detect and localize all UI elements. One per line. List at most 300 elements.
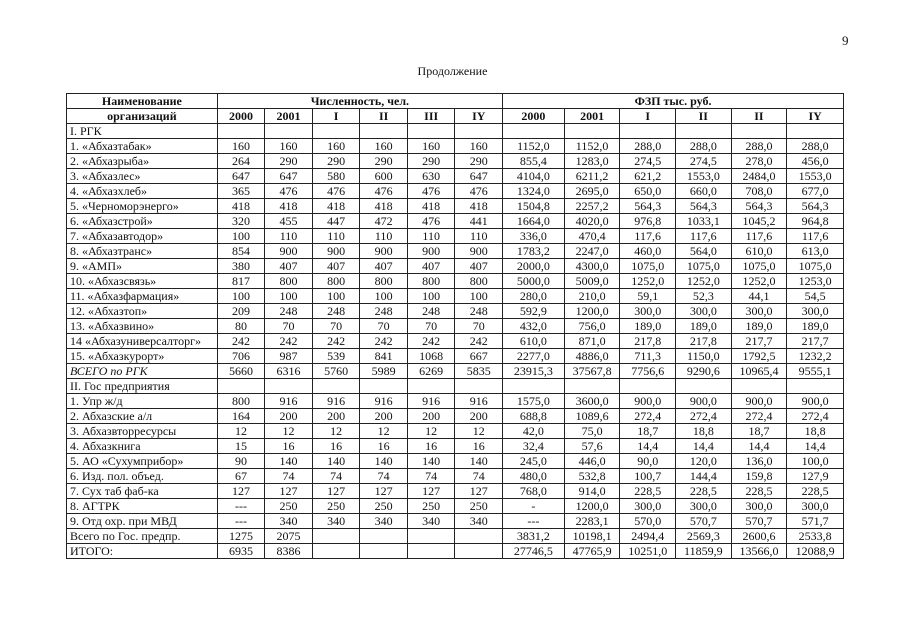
value-cell: 140 <box>360 454 408 469</box>
section-header-row <box>67 379 844 394</box>
value-cell: 976,8 <box>620 214 676 229</box>
value-cell: 245,0 <box>503 454 565 469</box>
value-cell: 13566,0 <box>731 544 787 559</box>
page-number: 9 <box>842 33 849 48</box>
org-name-cell: 2. Абхазские а/л <box>67 409 218 424</box>
org-name-cell: 4. Абхазкнига <box>67 439 218 454</box>
value-cell: 647 <box>217 169 265 184</box>
value-cell: 1152,0 <box>564 139 620 154</box>
value-cell: 1283,0 <box>564 154 620 169</box>
value-cell: 300,0 <box>620 499 676 514</box>
empty-cell <box>564 124 620 139</box>
value-cell: 1252,0 <box>731 274 787 289</box>
value-cell: 42,0 <box>503 424 565 439</box>
column-header: 2001 <box>564 109 620 124</box>
value-cell: 2257,2 <box>564 199 620 214</box>
value-cell: 6211,2 <box>564 169 620 184</box>
value-cell: 1075,0 <box>731 259 787 274</box>
value-cell: 12 <box>360 424 408 439</box>
value-cell: 916 <box>407 394 455 409</box>
value-cell: 900 <box>407 244 455 259</box>
value-cell: 800 <box>360 274 408 289</box>
value-cell: 650,0 <box>620 184 676 199</box>
value-cell: 100 <box>312 289 360 304</box>
value-cell: 5000,0 <box>503 274 565 289</box>
section-total-row <box>67 364 844 379</box>
value-cell: 964,8 <box>787 214 844 229</box>
value-cell: 841 <box>360 349 408 364</box>
table-row <box>67 514 844 529</box>
value-cell: 117,6 <box>731 229 787 244</box>
value-cell: 1033,1 <box>676 214 732 229</box>
value-cell: 14,4 <box>620 439 676 454</box>
value-cell: 242 <box>360 334 408 349</box>
value-cell: 340 <box>312 514 360 529</box>
value-cell: 200 <box>407 409 455 424</box>
table-row <box>67 334 844 349</box>
value-cell: 228,5 <box>787 484 844 499</box>
org-name-cell: 12. «Абхазтоп» <box>67 304 218 319</box>
value-cell: 380 <box>217 259 265 274</box>
value-cell: 70 <box>265 319 313 334</box>
value-cell: 209 <box>217 304 265 319</box>
value-cell: 74 <box>455 469 503 484</box>
value-cell: 228,5 <box>620 484 676 499</box>
org-name-cell: 13. «Абхазвино» <box>67 319 218 334</box>
value-cell: 200 <box>265 409 313 424</box>
table-row <box>67 229 844 244</box>
value-cell: 189,0 <box>787 319 844 334</box>
value-cell: 1075,0 <box>676 259 732 274</box>
value-cell: --- <box>217 514 265 529</box>
value-cell: 290 <box>407 154 455 169</box>
value-cell: 418 <box>407 199 455 214</box>
value-cell: 3600,0 <box>564 394 620 409</box>
value-cell: 418 <box>217 199 265 214</box>
value-cell: 189,0 <box>620 319 676 334</box>
value-cell: 320 <box>217 214 265 229</box>
value-cell: 2277,0 <box>503 349 565 364</box>
value-cell: 120,0 <box>676 454 732 469</box>
value-cell: 57,6 <box>564 439 620 454</box>
value-cell: 476 <box>312 184 360 199</box>
value-cell: 16 <box>455 439 503 454</box>
value-cell: 5660 <box>217 364 265 379</box>
column-header: III <box>407 109 455 124</box>
value-cell: 570,0 <box>620 514 676 529</box>
empty-cell <box>503 379 565 394</box>
value-cell: 900 <box>360 244 408 259</box>
value-cell: 160 <box>265 139 313 154</box>
value-cell: 1253,0 <box>787 274 844 289</box>
value-cell: 23915,3 <box>503 364 565 379</box>
value-cell: 1664,0 <box>503 214 565 229</box>
org-name-header-line2: организаций <box>67 109 218 124</box>
value-cell: 300,0 <box>676 304 732 319</box>
value-cell <box>360 529 408 544</box>
value-cell: 480,0 <box>503 469 565 484</box>
value-cell: 1068 <box>407 349 455 364</box>
table-row <box>67 469 844 484</box>
org-name-header: Наименование <box>67 94 218 109</box>
value-cell: 18,7 <box>731 424 787 439</box>
value-cell: 110 <box>360 229 408 244</box>
empty-cell <box>265 379 313 394</box>
value-cell: 1200,0 <box>564 304 620 319</box>
value-cell: 1252,0 <box>676 274 732 289</box>
value-cell: 10198,1 <box>564 529 620 544</box>
value-cell: 9290,6 <box>676 364 732 379</box>
value-cell: 250 <box>265 499 313 514</box>
value-cell: 44,1 <box>731 289 787 304</box>
value-cell: 2075 <box>265 529 313 544</box>
value-cell: 407 <box>360 259 408 274</box>
table-row <box>67 154 844 169</box>
org-name-cell: 1. Упр ж/д <box>67 394 218 409</box>
value-cell: 54,5 <box>787 289 844 304</box>
value-cell: 647 <box>265 169 313 184</box>
value-cell: 90 <box>217 454 265 469</box>
value-cell: 8386 <box>265 544 313 559</box>
value-cell: 47765,9 <box>564 544 620 559</box>
fzp-group-header: ФЗП тыс. руб. <box>503 94 844 109</box>
empty-cell <box>360 379 408 394</box>
value-cell: 365 <box>217 184 265 199</box>
value-cell: 407 <box>265 259 313 274</box>
value-cell: 74 <box>360 469 408 484</box>
value-cell: 12088,9 <box>787 544 844 559</box>
value-cell: 855,4 <box>503 154 565 169</box>
value-cell: 532,8 <box>564 469 620 484</box>
value-cell: 127 <box>217 484 265 499</box>
value-cell: 12 <box>217 424 265 439</box>
empty-cell <box>564 379 620 394</box>
value-cell: 278,0 <box>731 154 787 169</box>
value-cell: 900,0 <box>676 394 732 409</box>
value-cell: 67 <box>217 469 265 484</box>
value-cell <box>455 544 503 559</box>
value-cell: 800 <box>455 274 503 289</box>
value-cell: 12 <box>455 424 503 439</box>
value-cell: 470,4 <box>564 229 620 244</box>
empty-cell <box>455 379 503 394</box>
value-cell: 18,8 <box>787 424 844 439</box>
value-cell: 580 <box>312 169 360 184</box>
value-cell: 18,7 <box>620 424 676 439</box>
org-name-cell: ВСЕГО по РГК <box>67 364 218 379</box>
value-cell: 274,5 <box>620 154 676 169</box>
value-cell: 914,0 <box>564 484 620 499</box>
value-cell: 15 <box>217 439 265 454</box>
value-cell: 476 <box>407 184 455 199</box>
empty-cell <box>731 379 787 394</box>
table-row <box>67 484 844 499</box>
org-name-cell: 3. Абхазвторресурсы <box>67 424 218 439</box>
value-cell: 418 <box>455 199 503 214</box>
value-cell: 70 <box>455 319 503 334</box>
value-cell: 900,0 <box>787 394 844 409</box>
value-cell: 37567,8 <box>564 364 620 379</box>
value-cell: 272,4 <box>731 409 787 424</box>
value-cell: 1045,2 <box>731 214 787 229</box>
column-header: IY <box>787 109 844 124</box>
value-cell: 32,4 <box>503 439 565 454</box>
value-cell: 242 <box>217 334 265 349</box>
table-row <box>67 349 844 364</box>
value-cell: 667 <box>455 349 503 364</box>
empty-cell <box>407 124 455 139</box>
value-cell: 1252,0 <box>620 274 676 289</box>
value-cell: 16 <box>407 439 455 454</box>
value-cell: 16 <box>265 439 313 454</box>
empty-cell <box>312 124 360 139</box>
empty-cell <box>503 124 565 139</box>
section-header-row <box>67 124 844 139</box>
value-cell: 136,0 <box>731 454 787 469</box>
value-cell <box>360 544 408 559</box>
value-cell: 2494,4 <box>620 529 676 544</box>
value-cell: 340 <box>360 514 408 529</box>
value-cell: 210,0 <box>564 289 620 304</box>
value-cell: 610,0 <box>731 244 787 259</box>
value-cell: 242 <box>265 334 313 349</box>
value-cell: 200 <box>360 409 408 424</box>
value-cell: 10965,4 <box>731 364 787 379</box>
value-cell: 2695,0 <box>564 184 620 199</box>
value-cell: 110 <box>312 229 360 244</box>
value-cell: --- <box>503 514 565 529</box>
empty-cell <box>455 124 503 139</box>
value-cell: 2000,0 <box>503 259 565 274</box>
value-cell: 217,7 <box>787 334 844 349</box>
value-cell: 140 <box>265 454 313 469</box>
value-cell: 250 <box>312 499 360 514</box>
value-cell: 2569,3 <box>676 529 732 544</box>
value-cell: 4300,0 <box>564 259 620 274</box>
value-cell: 708,0 <box>731 184 787 199</box>
value-cell: 610,0 <box>503 334 565 349</box>
value-cell: 127 <box>312 484 360 499</box>
value-cell: 248 <box>455 304 503 319</box>
value-cell: 288,0 <box>787 139 844 154</box>
empty-cell <box>731 124 787 139</box>
value-cell: 52,3 <box>676 289 732 304</box>
value-cell: 264 <box>217 154 265 169</box>
column-header: I <box>312 109 360 124</box>
value-cell: 217,7 <box>731 334 787 349</box>
value-cell: 1150,0 <box>676 349 732 364</box>
value-cell: 4104,0 <box>503 169 565 184</box>
value-cell: 117,6 <box>620 229 676 244</box>
empty-cell <box>620 124 676 139</box>
value-cell: 621,2 <box>620 169 676 184</box>
value-cell: 290 <box>360 154 408 169</box>
org-name-cell: 6. Изд. пол. объед. <box>67 469 218 484</box>
value-cell: 677,0 <box>787 184 844 199</box>
section-total-row <box>67 529 844 544</box>
value-cell: 1553,0 <box>787 169 844 184</box>
value-cell: 127 <box>360 484 408 499</box>
value-cell: 27746,5 <box>503 544 565 559</box>
value-cell: 472 <box>360 214 408 229</box>
column-header: 2001 <box>265 109 313 124</box>
value-cell: 242 <box>312 334 360 349</box>
value-cell: 900 <box>455 244 503 259</box>
value-cell: 2600,6 <box>731 529 787 544</box>
empty-cell <box>787 379 844 394</box>
table-row <box>67 439 844 454</box>
value-cell: 1232,2 <box>787 349 844 364</box>
table-row <box>67 214 844 229</box>
empty-cell <box>787 124 844 139</box>
value-cell: 336,0 <box>503 229 565 244</box>
value-cell: 110 <box>265 229 313 244</box>
value-cell: 74 <box>312 469 360 484</box>
value-cell: 248 <box>360 304 408 319</box>
value-cell: 217,8 <box>676 334 732 349</box>
value-cell: 800 <box>265 274 313 289</box>
section-title: II. Гос предприятия <box>67 379 218 394</box>
table-row <box>67 184 844 199</box>
value-cell: 711,3 <box>620 349 676 364</box>
org-name-cell: 5. «Черноморэнерго» <box>67 199 218 214</box>
value-cell: 10251,0 <box>620 544 676 559</box>
value-cell: 456,0 <box>787 154 844 169</box>
value-cell: 1152,0 <box>503 139 565 154</box>
value-cell: 200 <box>312 409 360 424</box>
value-cell: 110 <box>407 229 455 244</box>
table-row <box>67 394 844 409</box>
value-cell: 12 <box>265 424 313 439</box>
value-cell: 100 <box>217 229 265 244</box>
value-cell: 706 <box>217 349 265 364</box>
value-cell: 160 <box>455 139 503 154</box>
value-cell: 272,4 <box>676 409 732 424</box>
value-cell: 432,0 <box>503 319 565 334</box>
value-cell: 340 <box>455 514 503 529</box>
value-cell: 250 <box>455 499 503 514</box>
value-cell: 564,3 <box>731 199 787 214</box>
value-cell: 756,0 <box>564 319 620 334</box>
table-row <box>67 244 844 259</box>
value-cell: 900 <box>312 244 360 259</box>
value-cell: 1553,0 <box>676 169 732 184</box>
value-cell: 407 <box>312 259 360 274</box>
value-cell: 100,7 <box>620 469 676 484</box>
value-cell: 160 <box>407 139 455 154</box>
org-name-cell: 4. «Абхазхлеб» <box>67 184 218 199</box>
value-cell: 5009,0 <box>564 274 620 289</box>
org-name-cell: 10. «Абхазсвязь» <box>67 274 218 289</box>
value-cell: 2247,0 <box>564 244 620 259</box>
value-cell: 16 <box>360 439 408 454</box>
column-header: IY <box>455 109 503 124</box>
value-cell: 14,4 <box>731 439 787 454</box>
value-cell <box>312 544 360 559</box>
value-cell: 248 <box>312 304 360 319</box>
value-cell: 117,6 <box>787 229 844 244</box>
org-name-cell: 9. Отд охр. при МВД <box>67 514 218 529</box>
value-cell: 110 <box>455 229 503 244</box>
page-subtitle: Продолжение <box>417 64 488 78</box>
value-cell: 987 <box>265 349 313 364</box>
empty-cell <box>676 124 732 139</box>
value-cell: 160 <box>312 139 360 154</box>
value-cell: 300,0 <box>676 499 732 514</box>
header-row-groups <box>67 94 844 109</box>
value-cell: 6316 <box>265 364 313 379</box>
value-cell: 70 <box>407 319 455 334</box>
value-cell: 571,7 <box>787 514 844 529</box>
empty-cell <box>620 379 676 394</box>
value-cell: 248 <box>407 304 455 319</box>
table-row <box>67 199 844 214</box>
value-cell: 280,0 <box>503 289 565 304</box>
value-cell: 647 <box>455 169 503 184</box>
column-header: I <box>620 109 676 124</box>
value-cell: 290 <box>265 154 313 169</box>
value-cell: 100 <box>217 289 265 304</box>
headcount-group-header: Численность, чел. <box>217 94 502 109</box>
value-cell: 4886,0 <box>564 349 620 364</box>
org-name-cell: 7. Сух таб фаб-ка <box>67 484 218 499</box>
empty-cell <box>312 379 360 394</box>
value-cell: 564,0 <box>676 244 732 259</box>
value-cell: 250 <box>360 499 408 514</box>
value-cell: 3831,2 <box>503 529 565 544</box>
value-cell: 250 <box>407 499 455 514</box>
column-header: II <box>731 109 787 124</box>
value-cell: 1200,0 <box>564 499 620 514</box>
value-cell <box>407 544 455 559</box>
table-row <box>67 319 844 334</box>
value-cell: 242 <box>407 334 455 349</box>
value-cell: 70 <box>312 319 360 334</box>
value-cell: 160 <box>217 139 265 154</box>
value-cell: 476 <box>455 184 503 199</box>
value-cell: 100 <box>265 289 313 304</box>
org-name-cell: 15. «Абхазкурорт» <box>67 349 218 364</box>
value-cell: 300,0 <box>620 304 676 319</box>
value-cell: 90,0 <box>620 454 676 469</box>
value-cell: 564,3 <box>620 199 676 214</box>
empty-cell <box>407 379 455 394</box>
value-cell: 272,4 <box>787 409 844 424</box>
value-cell: 100,0 <box>787 454 844 469</box>
org-name-cell: Всего по Гос. предпр. <box>67 529 218 544</box>
org-name-cell: ИТОГО: <box>67 544 218 559</box>
grand-total-row <box>67 544 844 559</box>
value-cell: 800 <box>407 274 455 289</box>
value-cell: 476 <box>265 184 313 199</box>
value-cell: 140 <box>312 454 360 469</box>
empty-cell <box>265 124 313 139</box>
value-cell: 300,0 <box>787 499 844 514</box>
value-cell: 418 <box>265 199 313 214</box>
value-cell: 1504,8 <box>503 199 565 214</box>
value-cell: 564,3 <box>787 199 844 214</box>
value-cell: 2533,8 <box>787 529 844 544</box>
value-cell: 613,0 <box>787 244 844 259</box>
value-cell <box>455 529 503 544</box>
value-cell: 564,3 <box>676 199 732 214</box>
value-cell: 18,8 <box>676 424 732 439</box>
value-cell: 768,0 <box>503 484 565 499</box>
value-cell: 441 <box>455 214 503 229</box>
empty-cell <box>360 124 408 139</box>
value-cell: 100 <box>455 289 503 304</box>
org-name-cell: 3. «Абхазлес» <box>67 169 218 184</box>
